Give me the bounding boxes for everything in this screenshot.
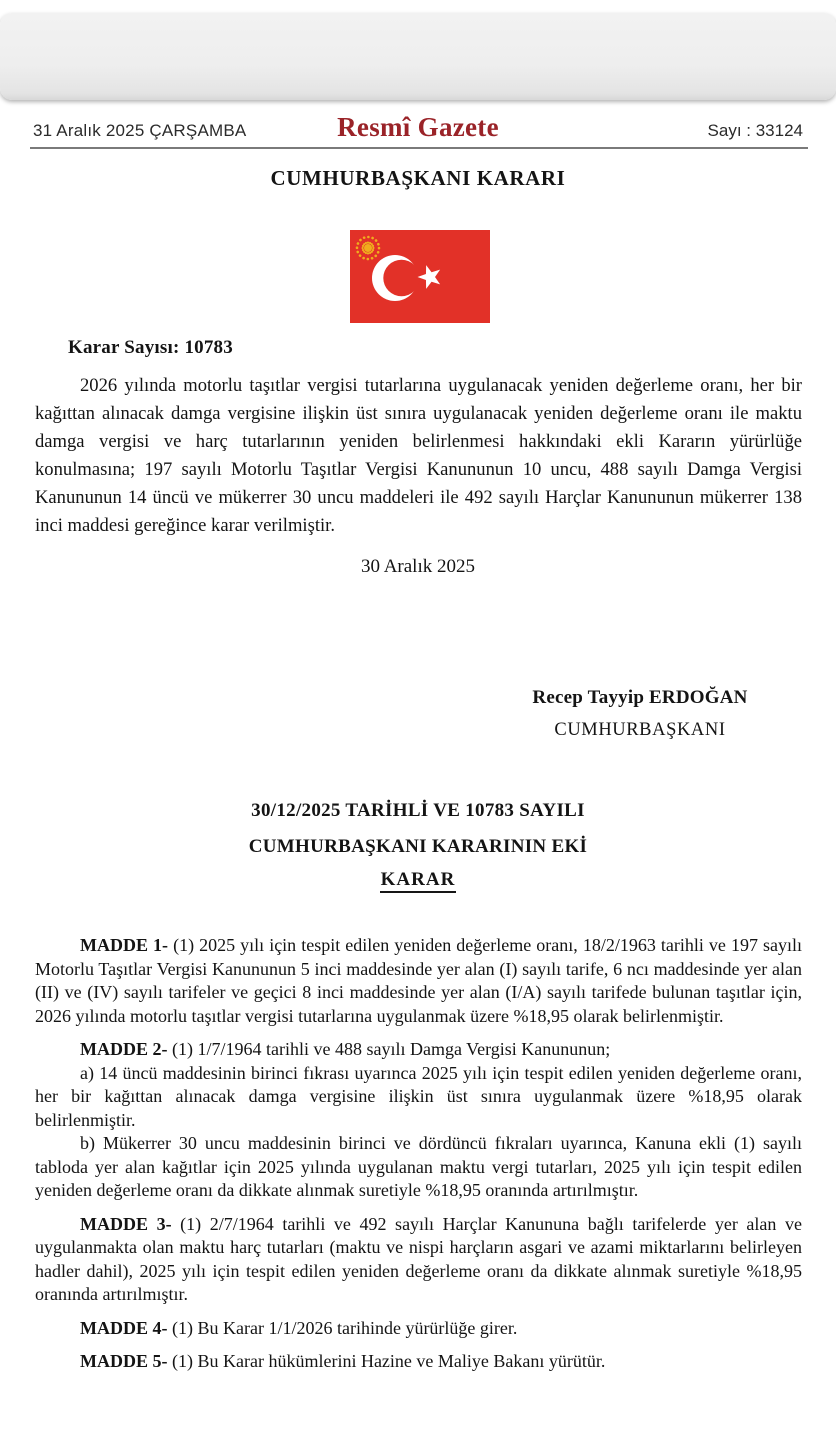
articles-section	[35, 924, 802, 1374]
decision-intro-paragraph: 2026 yılında motorlu taşıtlar vergisi tutarlarına uygulanacak yeniden değerleme oranı, her bir kağıttan alınacak damga vergisine ilişkin üst sınıra uygulanacak yeniden değerleme oranı ile maktu damga vergisi ve harç tutarlarının yeniden belirlenmesi hakkındaki ekli Kararın yürürlüğe konulmasına; 197 sayılı Motorlu Taşıtlar Vergisi Kanununun 10 uncu, 488 sayılı Damga Vergisi Kanununun 14 üncü ve mükerrer 30 uncu maddeleri ile 492 sayılı Harçlar Kanununun mükerrer 138 inci maddesi gereğince karar verilmiştir.	[35, 375, 802, 536]
gazette-header	[33, 112, 803, 143]
sheet-top-bar	[0, 13, 836, 100]
article-paragraph	[35, 1062, 802, 1133]
article-label: MADDE 4-	[80, 1317, 168, 1338]
article-paragraph	[35, 1132, 802, 1203]
article-text: a) 14 üncü maddesinin birinci fıkrası uyarınca 2025 yılı için tespit edilen yeniden değerleme oranı, her bir kağıttan alınacak damga vergisine ilişkin üst sınıra uygulanmak üzere %18,95 olarak belirlenmiştir.	[35, 1062, 802, 1130]
article-paragraph	[35, 1213, 802, 1307]
article-paragraph	[35, 934, 802, 1028]
article-text: b) Mükerrer 30 uncu maddesinin birinci ve dördüncü fıkraları uyarınca, Kanuna ekli (1) sayılı tabloda yer alan kağıtlar için 2025 yılında uygulanan maktu vergi tutarları, 2025 yılı için tespit edilen yeniden değerleme oranı da dikkate alınmak suretiyle %18,95 oranında artırılmıştır.	[35, 1133, 802, 1200]
gazette-title: Resmî Gazete	[337, 112, 499, 142]
article-text: (1) 2/7/1964 tarihli ve 492 sayılı Harçlar Kanununa bağlı tarifelerde yer alan ve uygulanmakta olan maktu harç tutarları (maktu ve nispi harçların asgari ve azami miktarlarını belirleyen hadler dahil), 2025 yılı için tespit edilen yeniden değerleme oranı da dikkate alınmak suretiyle %18,95 oranında artırılmıştır.	[35, 1213, 802, 1304]
article-text: (1) 2025 yılı için tespit edilen yeniden değerleme oranı, 18/2/1963 tarihli ve 197 sayılı Motorlu Taşıtlar Vergisi Kanununun 5 inci maddesinde yer alan (I) sayılı tarife, 6 ncı maddesinde yer alan (II) ve (IV) sayılı tarifeler ve geçici 8 inci maddesinde yer alan (I/A) sayılı tarifede bulunan taşıtlar için, 2026 yılında motorlu taşıtlar vergisi tutarlarına uygulanmak üzere %18,95 olarak belirlenmiştir.	[35, 935, 802, 1026]
document-title: CUMHURBAŞKANI KARARI	[270, 166, 566, 190]
article-label: MADDE 5-	[80, 1351, 168, 1371]
signer-title: CUMHURBAŞKANI	[554, 720, 726, 740]
header-divider	[30, 147, 808, 149]
article-label: MADDE 1-	[80, 935, 169, 955]
article-label: MADDE 3-	[80, 1213, 172, 1234]
article-paragraph	[35, 1038, 802, 1062]
turkish-presidential-flag-icon	[350, 230, 490, 323]
gazette-date: 31 Aralık 2025 ÇARŞAMBA	[33, 121, 247, 140]
annex-karar-heading: KARAR	[0, 869, 836, 891]
annex-title-line2: CUMHURBAŞKANI KARARININ EKİ	[248, 836, 588, 857]
decision-date: 30 Aralık 2025	[361, 556, 475, 577]
decision-number: Karar Sayısı: 10783	[68, 337, 233, 358]
article-text: (1) Bu Karar hükümlerini Hazine ve Maliye Bakanı yürütür.	[167, 1351, 606, 1371]
gazette-issue-number: Sayı : 33124	[707, 121, 803, 140]
article-paragraph	[35, 1317, 802, 1341]
article-text: (1) 1/7/1964 tarihli ve 488 sayılı Damga Vergisi Kanununun;	[167, 1039, 611, 1059]
signer-name: Recep Tayyip ERDOĞAN	[532, 687, 748, 708]
article-paragraph	[35, 1350, 802, 1374]
signature-block	[490, 687, 790, 741]
article-label: MADDE 2-	[80, 1039, 168, 1059]
annex-title-line1: 30/12/2025 TARİHLİ VE 10783 SAYILI	[251, 800, 585, 821]
annex-title	[0, 793, 836, 865]
article-text: (1) Bu Karar 1/1/2026 tarihinde yürürlüğe girer.	[167, 1317, 518, 1338]
